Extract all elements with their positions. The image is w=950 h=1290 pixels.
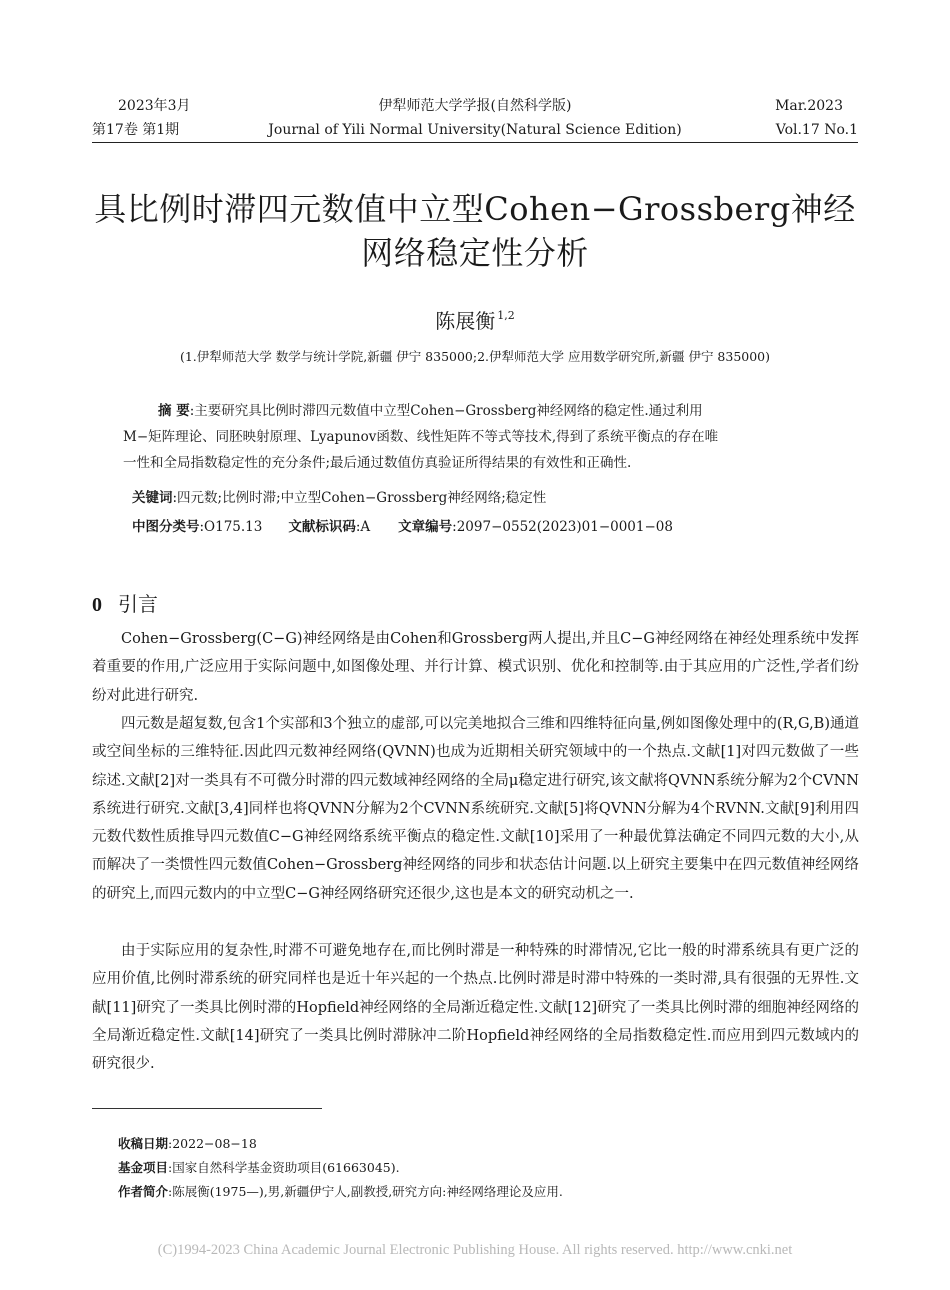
doc-code-label: 文献标识码 [288, 519, 356, 535]
header-journal-cn: 伊犁师范大学学报(自然科学版) [378, 98, 572, 114]
keywords-label: 关键词 [132, 490, 173, 506]
abstract-label: 摘 要 [158, 403, 190, 419]
received-label: 收稿日期 [118, 1136, 169, 1151]
section-title: 引言 [118, 592, 158, 616]
section-number: 0 [92, 594, 102, 616]
author-affiliation: (1.伊犁师范大学 数学与统计学院,新疆 伊宁 835000;2.伊犁师范大学 应用数学研究所,新疆 伊宁 835000) [179, 349, 771, 364]
header-volume-cn: 第17卷 第1期 [92, 122, 180, 138]
abstract-line-3: 一性和全局指数稳定性的充分条件;最后通过数值仿真验证所得结果的有效性和正确性. [123, 455, 632, 471]
paragraph-2: 四元数是超复数,包含1个实部和3个独立的虚部,可以完美地拟合三维和四维特征向量,例如图像处理中的(R,G,B)通道或空间坐标的三维特征.因此四元数神经网络(QVNN)也成为近期相关研究领域中的一个热点.文献[1]对四元数做了一些综述.文献[2]对一类具有不可微分时滞的四元数域神经网络的全局μ稳定进行研究,该文献将QVNN系统分解为2个CVNN系统进行研究.文献[3,4]同样也将QVNN分解为2个CVNN系统研究.文献[5]将QVNN分解为4个RVNN.文献[9]利用四元数代数性质推导四元数值C−G神经网络系统平衡点的稳定性.文献[10]采用了一种最优算法确定不同四元数的大小,从而解决了一类惯性四元数值Cohen−Grossberg神经网络的同步和状态估计问题.以上研究主要集中在四元数值神经网络的研究上,而四元数内的中立型C−G神经网络研究还很少,这也是本文的研究动机之一. [92, 716, 859, 902]
bio-label: 作者简介 [118, 1184, 169, 1199]
author [0, 305, 950, 334]
paragraph-1: Cohen−Grossberg(C−G)神经网络是由Cohen和Grossberg两人提出,并且C−G神经网络在神经处理系统中发挥着重要的作用,广泛应用于实际问题中,如图像处理、并行计算、模式识别、优化和控制等.由于其应用的广泛性,学者们纷纷对此进行研究. [92, 631, 859, 704]
abstract-line-1: 摘 要:主要研究具比例时滞四元数值中立型Cohen−Grossberg神经网络的稳定性.通过利用 [158, 403, 703, 419]
footnote-received: 收稿日期:2022−08−18 [118, 1136, 257, 1151]
paper-title-line-1: 具比例时滞四元数值中立型Cohen−Grossberg神经 [94, 190, 856, 228]
paper-title-line-2: 网络稳定性分析 [361, 234, 589, 272]
footnote-bio: 作者简介:陈展衡(1975—),男,新疆伊宁人,副教授,研究方向:神经网络理论及应用. [118, 1184, 563, 1199]
classification-line [132, 514, 673, 540]
author-affiliation-marks: 1,2 [497, 309, 515, 322]
abstract-line-2: M−矩阵理论、同胚映射原理、Lyapunov函数、线性矩阵不等式等技术,得到了系统平衡点的存在唯 [123, 429, 719, 445]
header-divider [92, 142, 858, 143]
header-date-en: Mar.2023 [775, 98, 843, 114]
copyright-watermark: (C)1994-2023 China Academic Journal Electronic Publishing House. All rights reserved. http://www.cnki.net [157, 1242, 793, 1258]
footnote-fund: 基金项目:国家自然科学基金资助项目(61663045). [118, 1160, 400, 1175]
section-heading [92, 588, 158, 617]
header-journal-en: Journal of Yili Normal University(Natural Science Edition) [268, 122, 682, 138]
article-no-label: 文章编号 [398, 519, 453, 535]
keywords: 关键词:四元数;比例时滞;中立型Cohen−Grossberg神经网络;稳定性 [132, 490, 547, 506]
header-volume-en: Vol.17 No.1 [775, 122, 858, 138]
article-no-value: :2097−0552(2023)01−0001−08 [452, 519, 673, 535]
paragraph-3: 由于实际应用的复杂性,时滞不可避免地存在,而比例时滞是一种特殊的时滞情况,它比一般的时滞系统具有更广泛的应用价值,比例时滞系统的研究同样也是近十年兴起的一个热点.比例时滞是时滞中特殊的一类时滞,具有很强的无界性.文献[11]研究了一类具比例时滞的Hopfield神经网络的全局渐近稳定性.文献[12]研究了一类具比例时滞的细胞神经网络的全局渐近稳定性.文献[14]研究了一类具比例时滞脉冲二阶Hopfield神经网络的全局指数稳定性.而应用到四元数域内的研究很少. [92, 943, 859, 1073]
header-date-cn: 2023年3月 [118, 98, 191, 114]
clc-value: :O175.13 [199, 519, 263, 535]
author-name: 陈展衡 [435, 309, 496, 333]
doc-code-value: :A [355, 519, 371, 535]
footnote-divider [92, 1108, 322, 1109]
clc-label: 中图分类号 [132, 519, 200, 535]
fund-label: 基金项目 [118, 1160, 169, 1175]
